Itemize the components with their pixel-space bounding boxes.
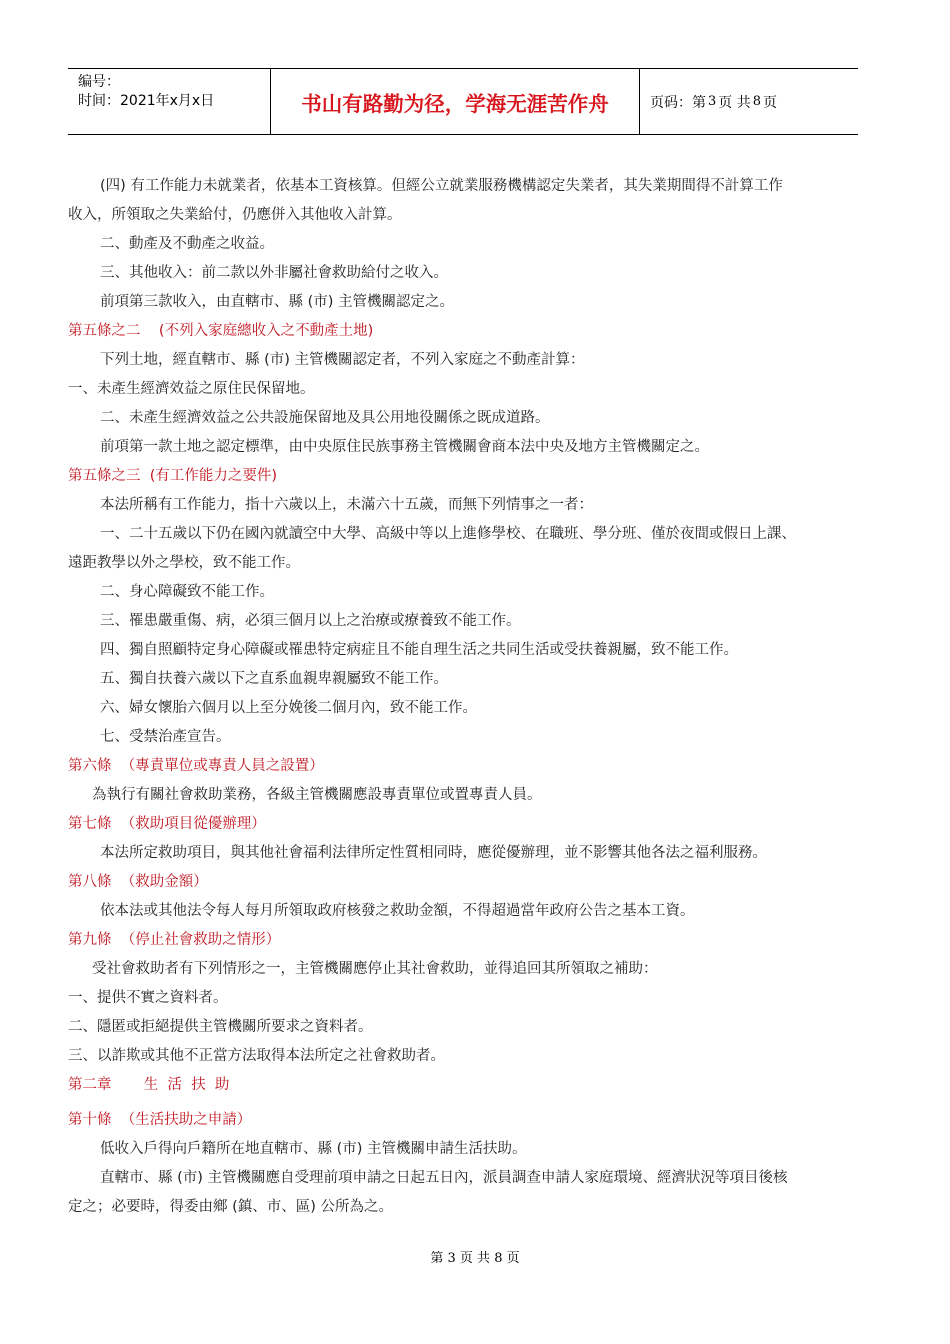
- paragraph: 受社會救助者有下列情形之一，主管機關應停止其社會救助，並得追回其所領取之補助：: [92, 961, 658, 977]
- paragraph: 低收入戶得向戶籍所在地直轄市、縣 (市) 主管機關申請生活扶助。: [100, 1141, 527, 1157]
- page-header: [68, 68, 858, 135]
- paragraph: 三、罹患嚴重傷、病，必須三個月以上之治療或療養致不能工作。: [100, 613, 521, 629]
- article-heading: 第六條 （專責單位或專責人員之設置）: [68, 758, 324, 774]
- article-heading: 第七條 （救助項目從優辦理）: [68, 816, 266, 832]
- paragraph: 六、婦女懷胎六個月以上至分娩後二個月內，致不能工作。: [100, 700, 477, 716]
- article-heading: 第九條 （停止社會救助之情形）: [68, 932, 281, 948]
- header-page-info: [640, 69, 858, 134]
- header-meta: [68, 69, 270, 134]
- document-body: [68, 172, 858, 1222]
- paragraph: 一、未產生經濟效益之原住民保留地。: [68, 381, 315, 397]
- paragraph: 五、獨自扶養六歲以下之直系血親卑親屬致不能工作。: [100, 671, 448, 687]
- chapter-heading: 第二章 生 活 扶 助: [68, 1077, 230, 1093]
- paragraph: 一、二十五歲以下仍在國內就讀空中大學、高級中等以上進修學校、在職班、學分班、僅於夜間或假日上課、: [100, 526, 796, 542]
- header-motto: 书山有路勤为径，学海无涯苦作舟: [270, 69, 640, 134]
- paragraph: 前項第一款土地之認定標準，由中央原住民族事務主管機關會商本法中央及地方主管機關定之。: [100, 439, 709, 455]
- document-number-label: 编号：: [78, 74, 120, 90]
- page-current: 3: [708, 94, 717, 109]
- article-heading: 第十條 （生活扶助之申請）: [68, 1112, 252, 1128]
- paragraph: 直轄市、縣 (市) 主管機關應自受理前項申請之日起五日內，派員調查申請人家庭環境、經濟狀況等項目後核: [100, 1170, 788, 1186]
- paragraph: 為執行有關社會救助業務，各級主管機關應設專責單位或置專責人員。: [92, 787, 542, 803]
- page-footer: 第 3 页 共 8 页: [430, 1251, 520, 1266]
- paragraph: (四) 有工作能力未就業者，依基本工資核算。但經公立就業服務機構認定失業者，其失業期間得不計算工作: [100, 178, 783, 194]
- page-mid: 页 共: [718, 94, 751, 111]
- article-heading: 第八條 （救助金額）: [68, 874, 208, 890]
- page-suffix: 页: [763, 94, 778, 111]
- paragraph: 三、其他收入：前二款以外非屬社會救助給付之收入。: [100, 265, 448, 281]
- paragraph: 一、提供不實之資料者。: [68, 990, 228, 1006]
- paragraph: 二、動產及不動產之收益。: [100, 236, 274, 252]
- paragraph: 本法所稱有工作能力，指十六歲以上，未滿六十五歲，而無下列情事之一者：: [100, 497, 593, 513]
- paragraph: 前項第三款收入，由直轄市、縣 (市) 主管機關認定之。: [100, 294, 455, 310]
- paragraph: 定之；必要時，得委由鄉 (鎮、市、區) 公所為之。: [68, 1199, 394, 1215]
- paragraph: 下列土地，經直轄市、縣 (市) 主管機關認定者，不列入家庭之不動產計算：: [100, 352, 585, 368]
- paragraph: 遠距教學以外之學校，致不能工作。: [68, 555, 300, 571]
- article-heading: 第五條之三 (有工作能力之要件): [68, 468, 278, 484]
- article-heading: 第五條之二 (不列入家庭總收入之不動產土地): [68, 323, 374, 339]
- paragraph: 二、未產生經濟效益之公共設施保留地及具公用地役關係之既成道路。: [100, 410, 550, 426]
- paragraph: 三、以詐欺或其他不正當方法取得本法所定之社會救助者。: [68, 1048, 445, 1064]
- paragraph: 四、獨自照顧特定身心障礙或罹患特定病症且不能自理生活之共同生活或受扶養親屬，致不能工作。: [100, 642, 738, 658]
- paragraph: 二、身心障礙致不能工作。: [100, 584, 274, 600]
- page-prefix: 页码：第: [650, 94, 706, 111]
- paragraph: 七、受禁治產宣告。: [100, 729, 231, 745]
- paragraph: 收入，所領取之失業給付，仍應併入其他收入計算。: [68, 207, 402, 223]
- paragraph: 依本法或其他法令每人每月所領取政府核發之救助金額，不得超過當年政府公告之基本工資。: [100, 903, 695, 919]
- document-time: 时间：2021年x月x日: [78, 93, 215, 109]
- paragraph: 本法所定救助項目，與其他社會福利法律所定性質相同時，應從優辦理，並不影響其他各法之福利服務。: [100, 845, 767, 861]
- page-total: 8: [752, 94, 762, 109]
- paragraph: 二、隱匿或拒絕提供主管機關所要求之資料者。: [68, 1019, 373, 1035]
